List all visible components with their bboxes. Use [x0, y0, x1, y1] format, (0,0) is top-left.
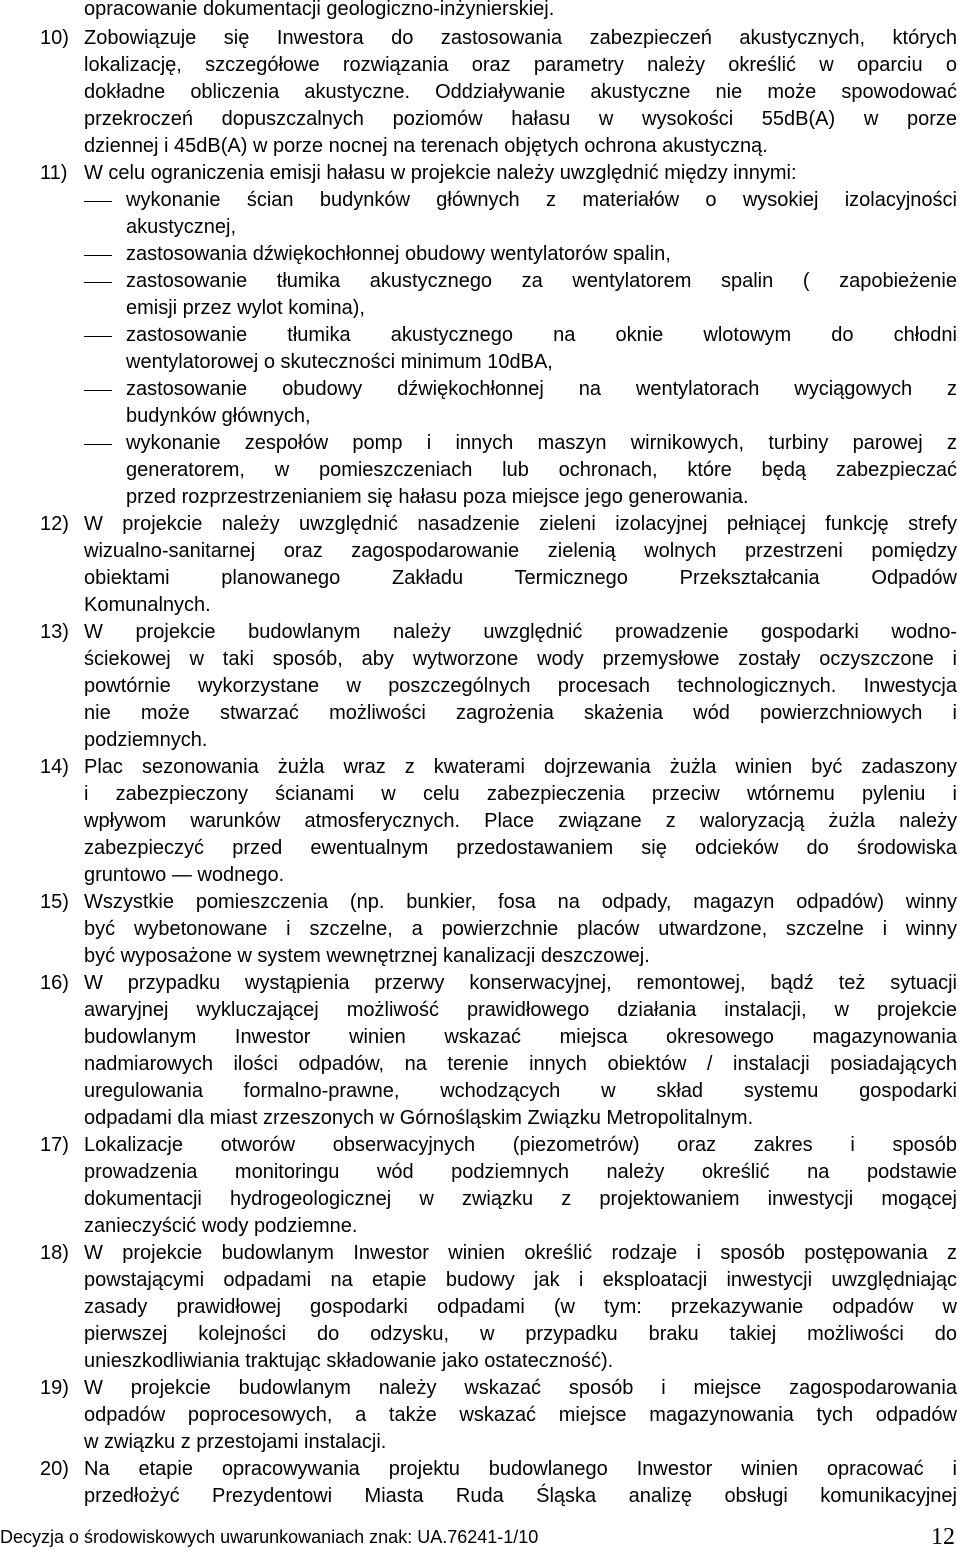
text-line: W przypadku wystąpienia przerwy konserwacyjnej, remontowej, bądź też sytuacji: [84, 972, 957, 994]
text-line: zastosowanie obudowy dźwiękochłonnej na wentylatorach wyciągowych z: [126, 378, 957, 400]
text-line: zasady prawidłowej gospodarki odpadami (w tym: przekazywanie odpadów w: [84, 1296, 957, 1318]
text-line: podziemnych.: [84, 729, 208, 751]
text-line: akustycznej,: [126, 216, 237, 238]
item-number: 12): [40, 513, 69, 535]
text-line: budynków głównych,: [126, 405, 311, 427]
text-line: i zabezpieczony ścianami w celu zabezpieczenia przeciw wtórnemu pyleniu i: [84, 783, 957, 805]
text-line: budowlanym Inwestor winien wskazać miejsca okresowego magazynowania: [84, 1026, 957, 1048]
text-line: awaryjnej wykluczającej możliwość prawidłowego działania instalacji, w projekcie: [84, 999, 957, 1021]
text-line: być wyposażone w system wewnętrznej kanalizacji deszczowej.: [84, 945, 650, 967]
text-line: przedłożyć Prezydentowi Miasta Ruda Śląska analizę obsługi komunikacyjnej: [84, 1485, 957, 1507]
item-number: 10): [40, 27, 69, 49]
bullet-dash: [84, 282, 112, 283]
text-line: W projekcie należy uwzględnić nasadzenie zieleni izolacyjnej pełniącej funkcję strefy: [84, 513, 957, 535]
item-number: 11): [40, 162, 68, 184]
text-line: wpływom warunków atmosferycznych. Place związane z waloryzacją żużla należy: [84, 810, 957, 832]
item-number: 20): [40, 1458, 69, 1480]
text-line: lokalizację, szczegółowe rozwiązania oraz parametry należy określić w oparciu o: [84, 54, 957, 76]
footer-text: Decyzja o środowiskowych uwarunkowaniach znak: UA.76241-1/10: [0, 1527, 539, 1547]
page-number: 12: [931, 1524, 955, 1550]
text-line: W celu ograniczenia emisji hałasu w projekcie należy uwzględnić między innymi:: [84, 162, 797, 184]
page-footer: [0, 1518, 960, 1554]
text-line: nadmiarowych ilości odpadów, na terenie innych obiektów / instalacji posiadających: [84, 1053, 957, 1075]
item-number: 14): [40, 756, 69, 778]
text-line: obiektami planowanego Zakładu Termicznego Przekształcania Odpadów: [84, 567, 957, 589]
item-number: 18): [40, 1242, 69, 1264]
text-line: Zobowiązuje się Inwestora do zastosowania zabezpieczeń akustycznych, których: [84, 27, 957, 49]
bullet-dash: [84, 444, 112, 445]
bullet-dash: [84, 336, 112, 337]
text-line: zanieczyścić wody podziemne.: [84, 1215, 358, 1237]
item-number: 17): [40, 1134, 69, 1156]
text-line: wykonanie zespołów pomp i innych maszyn wirnikowych, turbiny parowej z: [126, 432, 957, 454]
text-line: wykonanie ścian budynków głównych z materiałów o wysokiej izolacyjności: [126, 189, 957, 211]
text-line: odpadów poprocesowych, a także wskazać miejsce magazynowania tych odpadów: [84, 1404, 957, 1426]
text-line: być wybetonowane i szczelne, a powierzchnie placów utwardzone, szczelne i winny: [84, 918, 957, 940]
text-line: powstającymi odpadami na etapie budowy jak i eksploatacji inwestycji uwzględniając: [84, 1269, 957, 1291]
text-line: Plac sezonowania żużla wraz z kwaterami dojrzewania żużla winien być zadaszony: [84, 756, 957, 778]
text-line: emisji przez wylot komina),: [126, 297, 365, 319]
text-line: zastosowanie tłumika akustycznego na oknie wlotowym do chłodni: [126, 324, 957, 346]
text-line: pierwszej kolejności do odzysku, w przypadku braku takiej możliwości do: [84, 1323, 957, 1345]
text-line: Komunalnych.: [84, 594, 211, 616]
text-line: zastosowanie tłumika akustycznego za wentylatorem spalin ( zapobieżenie: [126, 270, 957, 292]
text-line: dziennej i 45dB(A) w porze nocnej na terenach objętych ochrona akustyczną.: [84, 135, 768, 157]
text-line: wizualno-sanitarnej oraz zagospodarowanie zielenią wolnych przestrzeni pomiędzy: [84, 540, 957, 562]
bullet-dash: [84, 255, 112, 256]
text-line: unieszkodliwiania traktując składowanie jako ostateczność).: [84, 1350, 614, 1372]
item-number: 19): [40, 1377, 69, 1399]
text-line: wentylatorowej o skuteczności minimum 10dBA,: [126, 351, 553, 373]
item-number: 13): [40, 621, 69, 643]
text-line: zastosowania dźwiękochłonnej obudowy wentylatorów spalin,: [126, 243, 671, 265]
text-line: przed rozprzestrzenianiem się hałasu poza miejsce jego generowania.: [126, 486, 749, 508]
bullet-dash: [84, 201, 112, 202]
text-line: ściekowej w taki sposób, aby wytworzone wody przemysłowe zostały oczyszczone i: [84, 648, 957, 670]
text-line: generatorem, w pomieszczeniach lub ochronach, które będą zabezpieczać: [126, 459, 957, 481]
text-line: opracowanie dokumentacji geologiczno-inżynierskiej.: [84, 0, 555, 20]
text-line: uregulowania formalno-prawne, wchodzących w skład systemu gospodarki: [84, 1080, 957, 1102]
bullet-dash: [84, 390, 112, 391]
text-line: w związku z przestojami instalacji.: [84, 1431, 387, 1453]
text-line: przekroczeń dopuszczalnych poziomów hałasu w wysokości 55dB(A) w porze: [84, 108, 957, 130]
text-line: Wszystkie pomieszczenia (np. bunkier, fosa na odpady, magazyn odpadów) winny: [84, 891, 957, 913]
text-line: W projekcie budowlanym należy wskazać sposób i miejsce zagospodarowania: [84, 1377, 957, 1399]
text-line: prowadzenia monitoringu wód podziemnych należy określić na podstawie: [84, 1161, 957, 1183]
text-line: odpadami dla miast zrzeszonych w Górnośląskim Związku Metropolitalnym.: [84, 1107, 754, 1129]
text-line: dokładne obliczenia akustyczne. Oddziaływanie akustyczne nie może spowodować: [84, 81, 957, 103]
text-line: zabezpieczyć przed ewentualnym przedostawaniem się odcieków do środowiska: [84, 837, 957, 859]
item-number: 16): [40, 972, 69, 994]
text-line: dokumentacji hydrogeologicznej w związku z projektowaniem inwestycji mogącej: [84, 1188, 957, 1210]
text-line: nie może stwarzać możliwości zagrożenia skażenia wód powierzchniowych i: [84, 702, 957, 724]
text-line: powtórnie wykorzystane w poszczególnych procesach technologicznych. Inwestycja: [84, 675, 957, 697]
text-line: W projekcie budowlanym Inwestor winien określić rodzaje i sposób postępowania z: [84, 1242, 957, 1264]
text-line: Na etapie opracowywania projektu budowlanego Inwestor winien opracować i: [84, 1458, 957, 1480]
text-line: W projekcie budowlanym należy uwzględnić prowadzenie gospodarki wodno-: [84, 621, 957, 643]
text-line: gruntowo — wodnego.: [84, 864, 285, 886]
item-number: 15): [40, 891, 69, 913]
text-line: Lokalizacje otworów obserwacyjnych (piezometrów) oraz zakres i sposób: [84, 1134, 957, 1156]
